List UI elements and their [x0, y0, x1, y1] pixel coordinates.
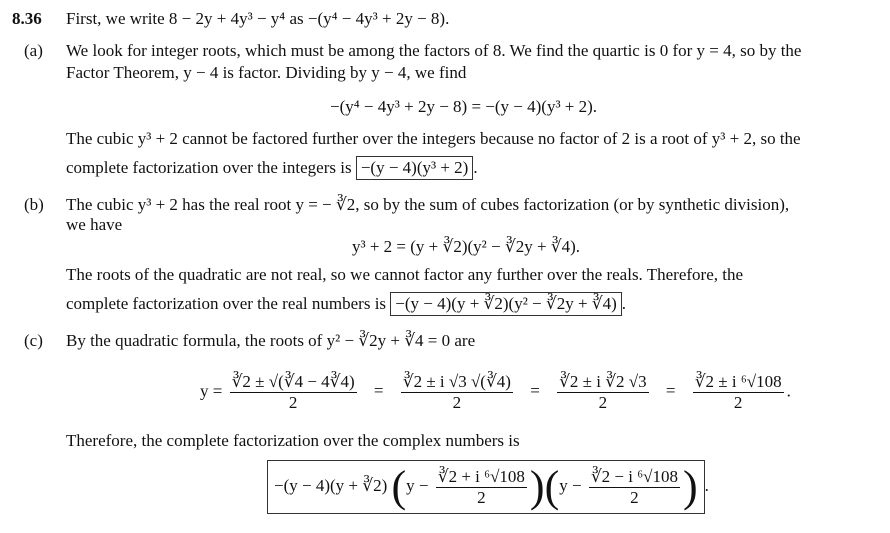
- fraction-4-denominator: 2: [693, 392, 784, 413]
- fraction-3-numerator: ∛2 ± i ∛2 √3: [559, 372, 647, 391]
- fraction-1-denominator: 2: [230, 392, 357, 413]
- part-b-period: .: [621, 294, 627, 313]
- answer-fraction-2: [589, 467, 680, 508]
- fraction-2: [401, 372, 513, 413]
- part-b-line2: we have: [66, 215, 123, 234]
- part-b-line1: The cubic y³ + 2 has the real root y = − ∛2, so by the sum of cubes factorization (or by synthetic division),: [66, 195, 790, 214]
- part-a-line1: We look for integer roots, which must be among the factors of 8. We find the quartic is 0 for y = 4, so by the: [66, 41, 802, 60]
- part-c-line2: Therefore, the complete factorization over the complex numbers is: [66, 431, 520, 450]
- answer-fraction-2-denominator: 2: [589, 487, 680, 508]
- answer-fraction-1: [436, 467, 527, 508]
- fraction-2-denominator: 2: [401, 392, 513, 413]
- part-a-line3: The cubic y³ + 2 cannot be factored further over the integers because no factor of 2 is a root of y³ + 2, so the: [66, 129, 801, 148]
- part-b-equation: y³ + 2 = (y + ∛2)(y² − ∛2y + ∛4).: [352, 237, 581, 256]
- fraction-3-denominator: 2: [557, 392, 649, 413]
- roots-lhs: y =: [200, 381, 223, 401]
- quadratic-roots-equation: [200, 372, 791, 413]
- fraction-2-numerator: ∛2 ± i √3 √(∛4): [402, 372, 511, 391]
- fraction-1: [230, 372, 357, 413]
- fraction-1-numerator: ∛2 ± √(∛4 − 4∛4): [231, 372, 355, 391]
- part-a-label: (a): [24, 41, 43, 60]
- roots-period: .: [786, 381, 791, 401]
- part-a-equation: −(y⁴ − 4y³ + 2y − 8) = −(y − 4)(y³ + 2).: [330, 97, 598, 116]
- equals-1: =: [373, 381, 384, 401]
- part-c-line1: By the quadratic formula, the roots of y² − ∛2y + ∛4 = 0 are: [66, 331, 476, 350]
- part-a-period: .: [473, 158, 478, 177]
- part-b-line4: complete factorization over the real numbers is: [66, 294, 387, 313]
- part-b-answer-box: −(y − 4)(y + ∛2)(y² − ∛2y + ∛4): [390, 292, 622, 316]
- answer-y-2: y −: [559, 475, 582, 495]
- part-a-line2: Factor Theorem, y − 4 is factor. Dividing by y − 4, we find: [66, 63, 467, 82]
- part-c-label: (c): [24, 331, 43, 350]
- equals-2: =: [530, 381, 540, 401]
- fraction-3: [557, 372, 649, 413]
- fraction-4-numerator: ∛2 ± i ⁶√108: [694, 372, 782, 391]
- answer-fraction-1-numerator: ∛2 + i ⁶√108: [437, 466, 525, 486]
- answer-fraction-1-denominator: 2: [436, 487, 527, 508]
- part-b-line3: The roots of the quadratic are not real, so we cannot factor any further over the reals. Therefore, the: [66, 265, 744, 284]
- complex-factorization: [267, 460, 709, 514]
- answer-prefix: −(y − 4)(y + ∛2): [274, 475, 388, 495]
- answer-fraction-2-numerator: ∛2 − i ⁶√108: [590, 466, 678, 486]
- left-paren-2: (: [544, 462, 560, 511]
- left-paren-1: (: [391, 462, 407, 511]
- fraction-4: [693, 372, 784, 413]
- part-b-label: (b): [24, 195, 44, 214]
- right-paren-1: ): [529, 462, 545, 511]
- answer-y-1: y −: [406, 475, 429, 495]
- part-a-line4-wrap: [66, 156, 478, 180]
- part-b-line4-wrap: [66, 292, 626, 316]
- answer-period: .: [704, 475, 709, 495]
- problem-header: [12, 8, 42, 30]
- problem-intro: First, we write 8 − 2y + 4y³ − y⁴ as −(y⁴ − 4y³ + 2y − 8).: [66, 9, 450, 28]
- right-paren-2: ): [682, 462, 698, 511]
- part-c-answer-box: [267, 460, 705, 514]
- equals-3: =: [665, 381, 676, 401]
- problem-number: 8.36: [12, 9, 42, 28]
- part-a-answer-box: −(y − 4)(y³ + 2): [356, 156, 474, 180]
- part-a-line4: complete factorization over the integers is: [66, 158, 352, 177]
